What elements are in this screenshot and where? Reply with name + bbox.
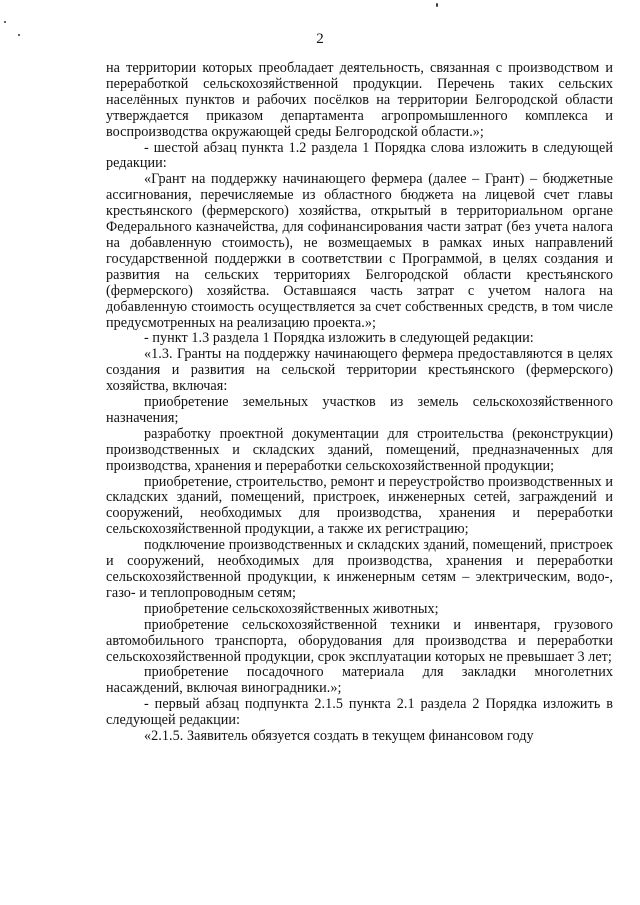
paragraph: приобретение, строительство, ремонт и переустройство производственных и складских зданий, помещений, пристроек, инженерных сетей, заграждений и сооружений, необходимых для производства, хранения и переработки сельскохозяйственной продукции, а также их регистрацию; (106, 473, 613, 538)
paragraph: приобретение сельскохозяйственных животных; (144, 600, 439, 617)
paragraph: - первый абзац подпункта 2.1.5 пункта 2.1 раздела 2 Порядка изложить в следующей редакции: (106, 696, 613, 729)
paragraph: «Грант на поддержку начинающего фермера (далее – Грант) – бюджетные ассигнования, перечисляемые из областного бюджета на лицевой счет главы крестьянского (фермерского) хозяйства, открытый в территориальном органе Федерального казначейства, для софинансирования части затрат (без учета налога на добавленную стоимость), не возмещаемых в рамках иных направлений государственной поддержки в соответствии с Программой, в целях создания и развития на сельских территориях Белгородской области крестьянского (фермерского) хозяйства. Оставшаяся часть затрат с учетом налога на добавленную стоимость осуществляется за счет собственных средств, в том числе предусмотренных на реализацию проекта.»; (106, 171, 613, 331)
paragraph: приобретение сельскохозяйственной техники и инвентаря, грузового автомобильного транспорта, оборудования для производства и переработки сельскохозяйственной продукции, срок эксплуатации которых не превышает 3 лет; (106, 616, 613, 665)
paragraph: подключение производственных и складских зданий, помещений, пристроек и сооружений, необходимых для производства, хранения и переработки сельскохозяйственной продукции, к инженерным сетям – электрическим, водо-, газо- и теплопроводным сетям; (106, 537, 613, 601)
paragraph: - пункт 1.3 раздела 1 Порядка изложить в следующей редакции: (144, 330, 534, 347)
paragraph: «1.3. Гранты на поддержку начинающего фермера предоставляются в целях создания и развития на сельской территории крестьянского (фермерского) хозяйства, включая: (106, 346, 613, 395)
paragraph: приобретение посадочного материала для закладки многолетних насаждений, включая виноградники.»; (106, 664, 613, 697)
paragraph: разработку проектной документации для строительства (реконструкции) производственных и складских зданий, помещений, предназначенных для производства, хранения и переработки сельскохозяйственной продукции; (106, 425, 613, 474)
document-body (106, 61, 613, 745)
paragraph: «2.1.5. Заявитель обязуется создать в текущем финансовом году (144, 728, 534, 745)
paragraph: на территории которых преобладает деятельность, связанная с производством и переработкой сельскохозяйственной продукции. Перечень таких сельских населённых пунктов и рабочих посёлков на территории Белгородской области утверждается приказом департамента агропромышленного комплекса и воспроизводства окружающей среды Белгородской области.»; (106, 60, 613, 140)
paragraph: - шестой абзац пункта 1.2 раздела 1 Порядка слова изложить в следующей редакции: (106, 139, 613, 172)
paragraph: приобретение земельных участков из земель сельскохозяйственного назначения; (106, 394, 613, 426)
page-number: 2 (316, 31, 324, 47)
scan-speck (4, 21, 6, 23)
scan-speck (436, 3, 438, 7)
